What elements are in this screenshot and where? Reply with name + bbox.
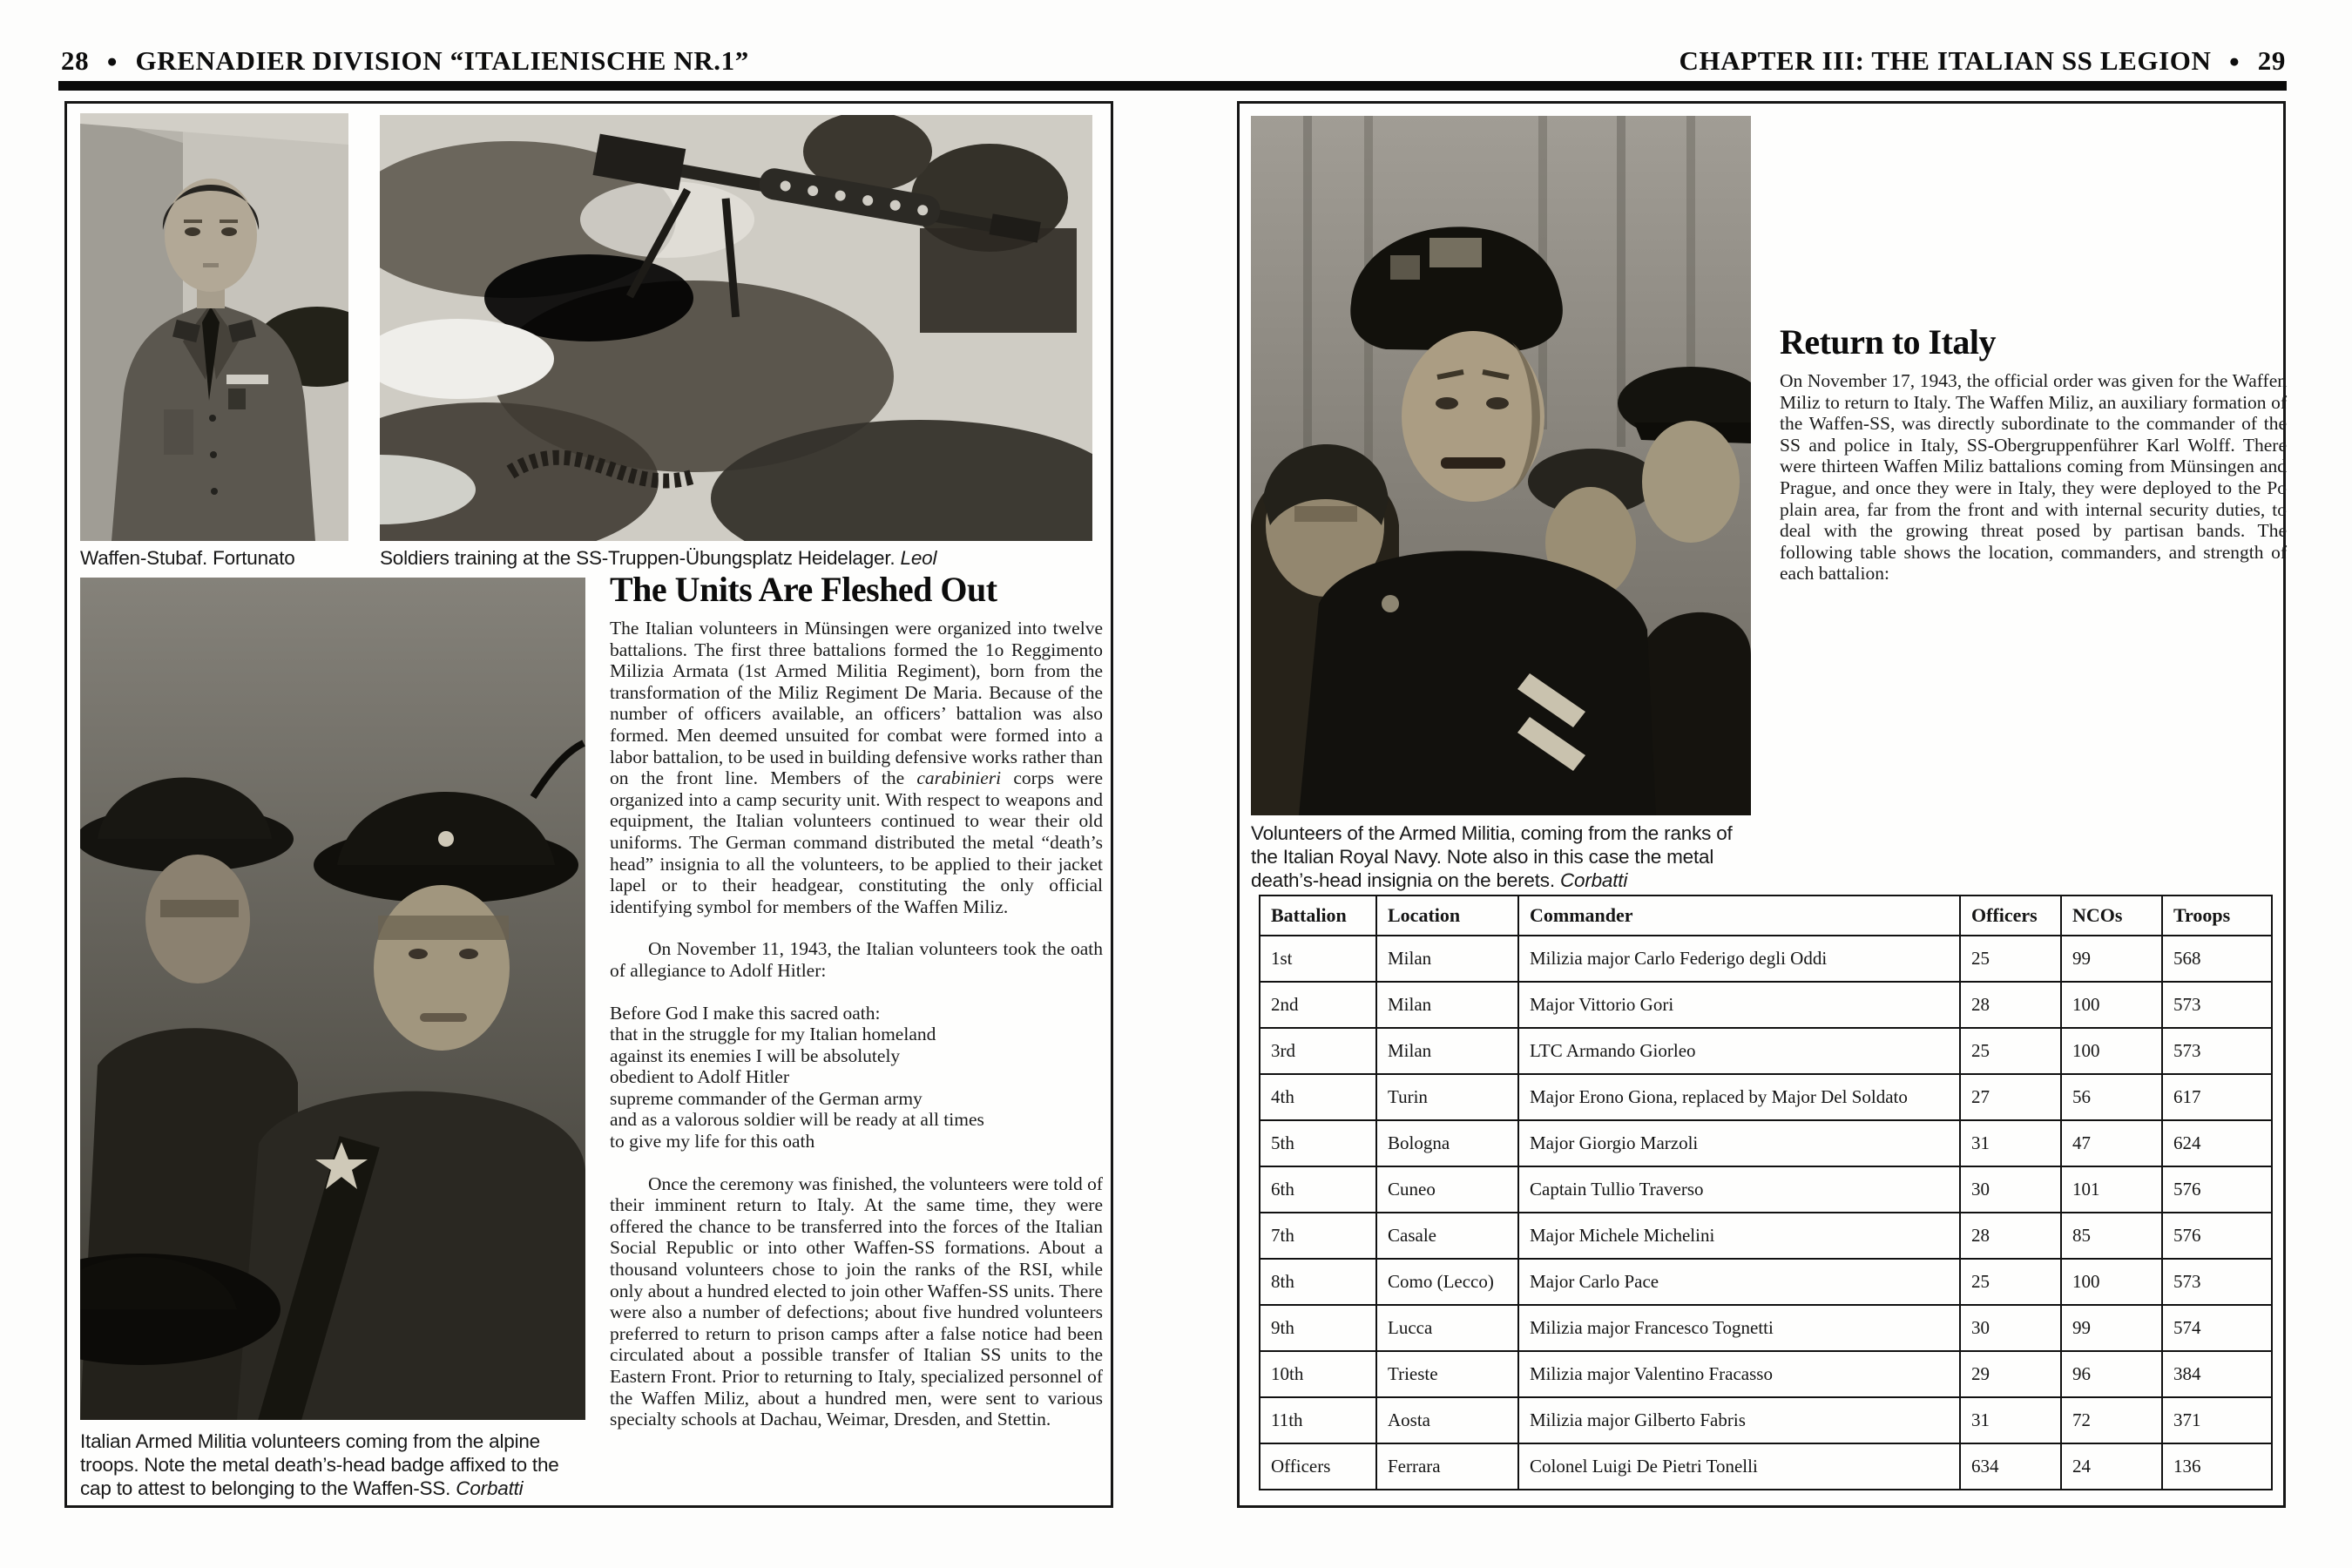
cell-battalion: 9th <box>1260 1305 1376 1351</box>
cell-officers: 28 <box>1960 1213 2061 1259</box>
oath-line: and as a valorous soldier will be ready at all times <box>610 1109 984 1131</box>
cell-location: Trieste <box>1376 1351 1518 1397</box>
oath-block <box>610 1003 1103 1152</box>
cell-officers: 25 <box>1960 1028 2061 1074</box>
section-heading: The Units Are Fleshed Out <box>610 571 997 609</box>
oath-line: against its enemies I will be absolutely <box>610 1044 901 1066</box>
table-row <box>1260 1166 2272 1213</box>
bullet-separator: ● <box>106 51 118 71</box>
table-row <box>1260 1351 2272 1397</box>
cell-troops: 624 <box>2162 1120 2272 1166</box>
cell-commander: Colonel Luigi De Pietri Tonelli <box>1518 1443 1960 1490</box>
cell-ncos: 100 <box>2061 1028 2162 1074</box>
header-rule <box>58 81 2287 91</box>
col-commander: Commander <box>1518 896 1960 936</box>
cell-ncos: 96 <box>2061 1351 2162 1397</box>
alpine-volunteers-photo <box>80 578 585 1420</box>
cell-battalion: Officers <box>1260 1443 1376 1490</box>
cell-commander: Major Giorgio Marzoli <box>1518 1120 1960 1166</box>
cell-officers: 31 <box>1960 1120 2061 1166</box>
right-page-text-column <box>1780 323 2287 585</box>
col-location: Location <box>1376 896 1518 936</box>
cell-ncos: 72 <box>2061 1397 2162 1443</box>
cell-commander: Major Carlo Pace <box>1518 1259 1960 1305</box>
cell-ncos: 99 <box>2061 936 2162 982</box>
cell-troops: 576 <box>2162 1213 2272 1259</box>
cell-commander: LTC Armando Giorleo <box>1518 1028 1960 1074</box>
cell-officers: 30 <box>1960 1305 2061 1351</box>
col-troops: Troops <box>2162 896 2272 936</box>
table-row <box>1260 1213 2272 1259</box>
col-battalion: Battalion <box>1260 896 1376 936</box>
cell-commander: Milizia major Gilberto Fabris <box>1518 1397 1960 1443</box>
cell-troops: 573 <box>2162 1028 2272 1074</box>
section-heading: Return to Italy <box>1780 322 1997 362</box>
cell-commander: Milizia major Valentino Fracasso <box>1518 1351 1960 1397</box>
col-officers: Officers <box>1960 896 2061 936</box>
cell-location: Milan <box>1376 982 1518 1028</box>
cell-officers: 25 <box>1960 936 2061 982</box>
body-paragraph-1: The Italian volunteers in Münsingen were organized into twelve battalions. The first three battalions formed the 1o Reggimento Milizia Armata (1st Armed Militia Regiment), born from the transformation of the Miliz Regiment De Maria. Because of the number of officers available, an officers’ battalion was also formed. Men deemed unsuited for combat were formed into a labor battalion, to be used in building defensive works rather than on the front line. Members of the carabinieri corps were organized into a camp security unit. With respect to weapons and equipment, the Italian volunteers continued to wear their old uniforms. The German command distributed the metal “death’s head” insignia to all the volunteers, to be applied to their jacket lapel or to their headgear, constituting the only official identifying symbol for members of the Waffen Miliz. <box>610 618 1103 917</box>
running-head-right <box>1680 45 2287 77</box>
cell-location: Turin <box>1376 1074 1518 1120</box>
cell-location: Ferrara <box>1376 1443 1518 1490</box>
cell-ncos: 47 <box>2061 1120 2162 1166</box>
cell-battalion: 3rd <box>1260 1028 1376 1074</box>
cell-ncos: 56 <box>2061 1074 2162 1120</box>
photo-credit: Leol <box>900 547 937 569</box>
table-row <box>1260 1028 2272 1074</box>
cell-location: Casale <box>1376 1213 1518 1259</box>
cell-troops: 617 <box>2162 1074 2272 1120</box>
table-row <box>1260 1305 2272 1351</box>
cell-troops: 568 <box>2162 936 2272 982</box>
body-paragraph-3: Once the ceremony was finished, the volunteers were told of their imminent return to Italy. At the same time, they were offered the chance to be transferred into the forces of the Italian Social Republic or into other Waffen-SS formations. About a thousand volunteers chose to join the ranks of the RSI, while only about a hundred elected to join other Waffen-SS units. There were also a number of defections; about five hundred volunteers preferred to return to prison camps after a false notice had been circulated about a possible transfer of Italian SS units to the Eastern Front. Prior to returning to Italy, specialized personnel of the Waffen Miliz, about a hundred men, were sent to various specialty schools at Dachau, Weimar, Dresden, and Stettin. <box>610 1173 1103 1430</box>
cell-troops: 136 <box>2162 1443 2272 1490</box>
table-row <box>1260 1397 2272 1443</box>
table-row <box>1260 1074 2272 1120</box>
navy-photo-caption: Volunteers of the Armed Militia, coming from the ranks of the Italian Royal Navy. Note also in this case the metal death’s-head insignia on the berets. Corbatti <box>1251 822 1733 891</box>
cell-battalion: 4th <box>1260 1074 1376 1120</box>
oath-line: obedient to Adolf Hitler <box>610 1066 790 1088</box>
cell-commander: Milizia major Carlo Federigo degli Oddi <box>1518 936 1960 982</box>
cell-ncos: 24 <box>2061 1443 2162 1490</box>
alpine-photo-caption: Italian Armed Militia volunteers coming from the alpine troops. Note the metal death’s-head badge affixed to the cap to attest to belonging to the Waffen-SS. Corbatti <box>80 1430 559 1499</box>
table-row <box>1260 1443 2272 1490</box>
portrait-photo-caption: Waffen-Stubaf. Fortunato <box>80 547 295 569</box>
table-row <box>1260 982 2272 1028</box>
oath-line: supreme commander of the German army <box>610 1087 923 1109</box>
body-paragraph-2: On November 11, 1943, the Italian volunteers took the oath of allegiance to Adolf Hitler: <box>610 938 1103 981</box>
training-photo-caption: Soldiers training at the SS-Truppen-Übungsplatz Heidelager. Leol <box>380 547 937 569</box>
cell-ncos: 85 <box>2061 1213 2162 1259</box>
cell-officers: 29 <box>1960 1351 2061 1397</box>
cell-battalion: 7th <box>1260 1213 1376 1259</box>
cell-commander: Captain Tullio Traverso <box>1518 1166 1960 1213</box>
cell-troops: 574 <box>2162 1305 2272 1351</box>
cell-location: Milan <box>1376 1028 1518 1074</box>
division-title: GRENADIER DIVISION “ITALIENISCHE NR.1” <box>135 45 749 76</box>
chapter-title: CHAPTER III: THE ITALIAN SS LEGION <box>1679 45 2212 76</box>
cell-troops: 573 <box>2162 1259 2272 1305</box>
left-page-text-column <box>610 571 1103 1496</box>
cell-troops: 384 <box>2162 1351 2272 1397</box>
cell-officers: 27 <box>1960 1074 2061 1120</box>
cell-commander: Milizia major Francesco Tognetti <box>1518 1305 1960 1351</box>
cell-location: Cuneo <box>1376 1166 1518 1213</box>
table-header-row <box>1260 896 2272 936</box>
training-photo-heidelager <box>380 115 1092 541</box>
page-number-right: 29 <box>2257 45 2286 76</box>
battalion-table <box>1259 895 2273 1490</box>
running-head-left <box>61 45 749 77</box>
cell-battalion: 2nd <box>1260 982 1376 1028</box>
table-row <box>1260 1120 2272 1166</box>
cell-ncos: 101 <box>2061 1166 2162 1213</box>
cell-officers: 28 <box>1960 982 2061 1028</box>
cell-troops: 371 <box>2162 1397 2272 1443</box>
portrait-photo-fortunato <box>80 113 348 541</box>
col-ncos: NCOs <box>2061 896 2162 936</box>
oath-line: to give my life for this oath <box>610 1131 815 1152</box>
page-number-left: 28 <box>61 45 90 76</box>
cell-location: Como (Lecco) <box>1376 1259 1518 1305</box>
cell-commander: Major Vittorio Gori <box>1518 982 1960 1028</box>
cell-battalion: 1st <box>1260 936 1376 982</box>
body-paragraph: On November 17, 1943, the official order was given for the Waffen Miliz to return to Italy. The Waffen Miliz, an auxiliary formation of the Waffen-SS, was directly subordinate to the commander of the SS and police in Italy, SS-Obergruppenführer Karl Wolff. There were thirteen Waffen Miliz battalions coming from Münsingen and Prague, and once they were in Italy, they were deployed to the Po plain area, far from the front and with internal security duties, to deal with the growing threat posed by partisan bands. The following table shows the location, commanders, and strength of each battalion: <box>1780 370 2287 585</box>
cell-battalion: 5th <box>1260 1120 1376 1166</box>
cell-location: Bologna <box>1376 1120 1518 1166</box>
cell-ncos: 100 <box>2061 1259 2162 1305</box>
right-page <box>1237 101 2286 1508</box>
cell-battalion: 6th <box>1260 1166 1376 1213</box>
cell-commander: Major Michele Michelini <box>1518 1213 1960 1259</box>
oath-line: that in the struggle for my Italian homeland <box>610 1024 936 1045</box>
navy-volunteers-photo <box>1251 116 1751 815</box>
bullet-separator: ● <box>2228 51 2240 71</box>
oath-line: Before God I make this sacred oath: <box>610 1002 881 1024</box>
photo-credit: Corbatti <box>1559 869 1628 891</box>
cell-commander: Major Erono Giona, replaced by Major Del Soldato <box>1518 1074 1960 1120</box>
table-row <box>1260 936 2272 982</box>
cell-location: Milan <box>1376 936 1518 982</box>
cell-officers: 25 <box>1960 1259 2061 1305</box>
cell-battalion: 11th <box>1260 1397 1376 1443</box>
cell-ncos: 100 <box>2061 982 2162 1028</box>
cell-location: Aosta <box>1376 1397 1518 1443</box>
cell-troops: 573 <box>2162 982 2272 1028</box>
cell-ncos: 99 <box>2061 1305 2162 1351</box>
cell-officers: 634 <box>1960 1443 2061 1490</box>
cell-location: Lucca <box>1376 1305 1518 1351</box>
photo-credit: Corbatti <box>456 1477 524 1499</box>
left-page <box>64 101 1113 1508</box>
cell-battalion: 8th <box>1260 1259 1376 1305</box>
cell-troops: 576 <box>2162 1166 2272 1213</box>
table-row <box>1260 1259 2272 1305</box>
cell-officers: 30 <box>1960 1166 2061 1213</box>
cell-officers: 31 <box>1960 1397 2061 1443</box>
cell-battalion: 10th <box>1260 1351 1376 1397</box>
